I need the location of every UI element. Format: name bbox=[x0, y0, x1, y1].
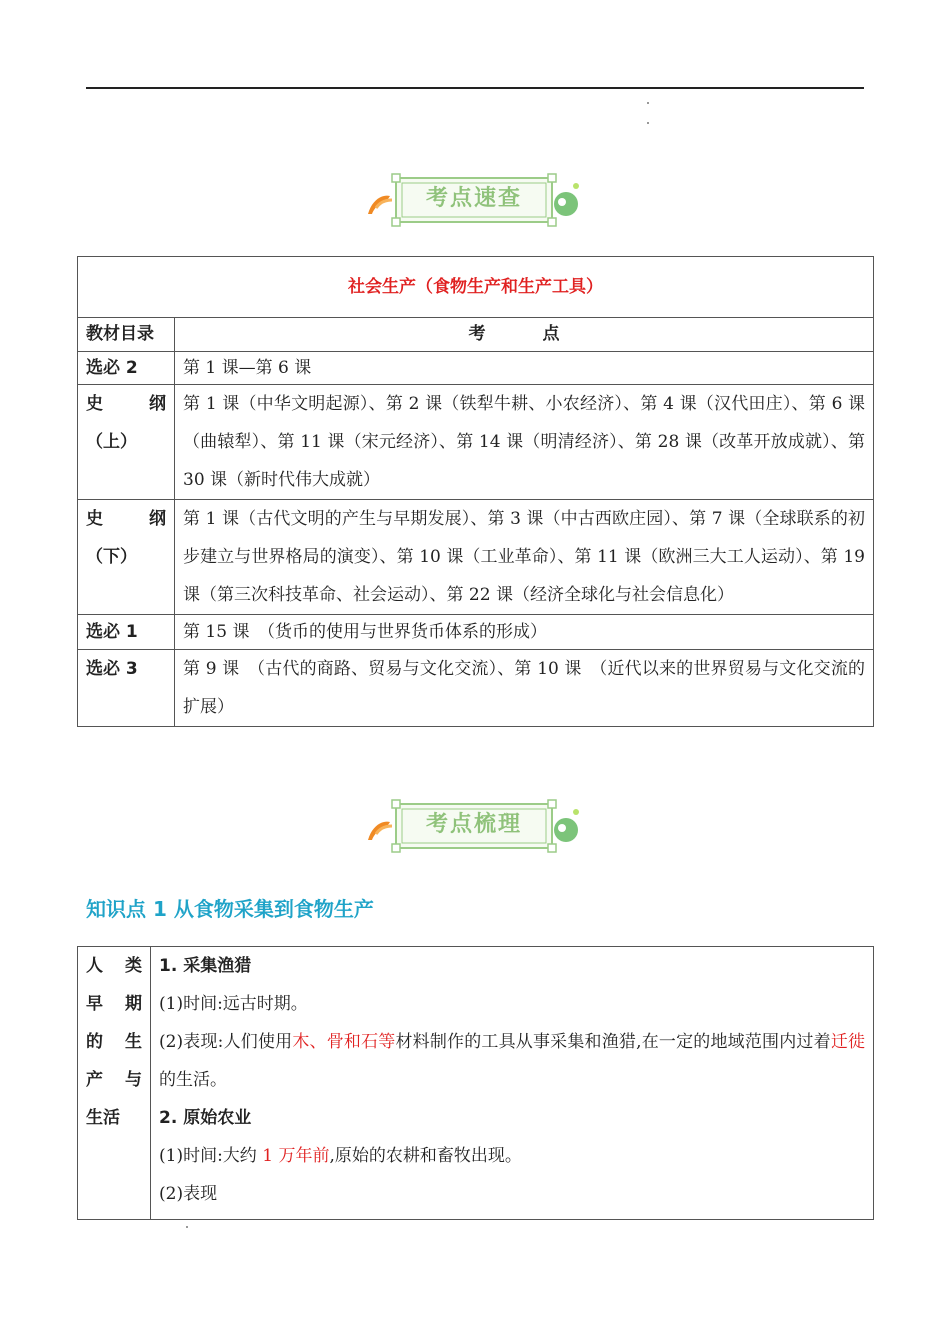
knowledge-table bbox=[77, 946, 874, 1220]
section-banner-review bbox=[362, 798, 584, 854]
label-char: 类 bbox=[125, 956, 142, 976]
section-heading: 1. 采集渔猎 bbox=[159, 956, 252, 976]
row-label-char: 纲 bbox=[149, 394, 166, 414]
text-run: (1)时间:大约 bbox=[159, 1146, 263, 1166]
row-label: 选必 3 bbox=[78, 650, 175, 727]
table-row bbox=[78, 500, 874, 615]
row-content: 第 15 课 （货币的使用与世界货币体系的形成） bbox=[175, 615, 874, 650]
table-title: 社会生产（食物生产和生产工具） bbox=[78, 257, 874, 318]
row-label-sub: （上） bbox=[86, 432, 137, 452]
label-char: 早 bbox=[86, 994, 103, 1014]
speck bbox=[647, 102, 649, 104]
header-rule bbox=[86, 87, 864, 89]
label-char: 与 bbox=[125, 1070, 142, 1090]
paragraph bbox=[159, 1023, 865, 1099]
section-banner-quick-check bbox=[362, 172, 584, 228]
row-label-char: 史 bbox=[86, 394, 103, 414]
table-row bbox=[78, 352, 874, 385]
side-label bbox=[78, 947, 151, 1220]
knowledge-point-title: 知识点 1 从食物采集到食物生产 bbox=[86, 897, 374, 921]
speck bbox=[186, 1226, 188, 1228]
row-content: 第 1 课（古代文明的产生与早期发展）、第 3 课（中古西欧庄园）、第 7 课（全球联系的初步建立与世界格局的演变）、第 10 课（工业革命）、第 11 课（欧洲三大工人运动）、第 19 课（第三次科技革命、社会运动）、第 22 课（经济全球化与社会信息化） bbox=[175, 500, 874, 615]
row-content: 第 9 课 （古代的商路、贸易与文化交流）、第 10 课 （近代以来的世界贸易与文化交流的扩展） bbox=[175, 650, 874, 727]
label-char: 的 bbox=[86, 1032, 103, 1052]
row-label-char: 史 bbox=[86, 509, 103, 529]
banner-title: 考点速查 bbox=[425, 186, 522, 211]
row-label: 选必 1 bbox=[78, 615, 175, 650]
paragraph: (1)时间:远古时期。 bbox=[159, 994, 308, 1014]
text-run: 材料制作的工具从事采集和渔猎,在一定的地域范围内过着 bbox=[395, 1032, 831, 1052]
banner-title: 考点梳理 bbox=[425, 812, 522, 837]
text-run: 的生活。 bbox=[159, 1070, 227, 1090]
text-run: (2)表现:人们使用 bbox=[159, 1032, 293, 1052]
table-row bbox=[78, 615, 874, 650]
table-row bbox=[78, 650, 874, 727]
label-char: 产 bbox=[86, 1070, 103, 1090]
table-row bbox=[78, 385, 874, 500]
speck bbox=[647, 122, 649, 124]
knowledge-content bbox=[151, 947, 874, 1220]
highlight-text: 迁徙 bbox=[830, 1032, 866, 1052]
text-run: ,原始的农耕和畜牧出现。 bbox=[329, 1146, 522, 1166]
label-char: 生活 bbox=[86, 1108, 120, 1128]
label-char: 期 bbox=[125, 994, 142, 1014]
row-label-char: 纲 bbox=[149, 509, 166, 529]
paragraph: (2)表现 bbox=[159, 1184, 218, 1204]
row-label: 选必 2 bbox=[78, 352, 175, 385]
column-header-catalog: 教材目录 bbox=[78, 318, 175, 352]
row-label-sub: （下） bbox=[86, 547, 137, 567]
overview-table bbox=[77, 256, 874, 727]
row-content: 第 1 课—第 6 课 bbox=[175, 352, 874, 385]
section-heading: 2. 原始农业 bbox=[159, 1108, 252, 1128]
highlight-text: 木、骨和石等 bbox=[292, 1032, 396, 1052]
paragraph bbox=[159, 1137, 865, 1175]
row-label bbox=[78, 385, 175, 500]
highlight-text: 1 万年前 bbox=[262, 1146, 330, 1166]
label-char: 人 bbox=[86, 956, 103, 976]
label-char: 生 bbox=[125, 1032, 142, 1052]
row-content: 第 1 课（中华文明起源）、第 2 课（铁犁牛耕、小农经济）、第 4 课（汉代田庄）、第 6 课（曲辕犁）、第 11 课（宋元经济）、第 14 课（明清经济）、第 28 课（改革开放成就）、第 30 课（新时代伟大成就） bbox=[175, 385, 874, 500]
row-label bbox=[78, 500, 175, 615]
column-header-points: 考 点 bbox=[175, 318, 874, 352]
